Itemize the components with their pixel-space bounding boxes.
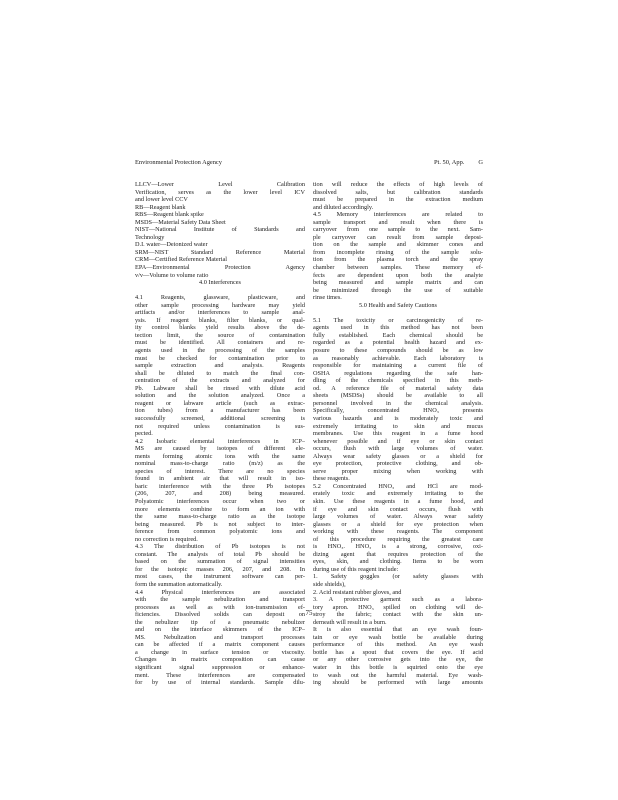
text-line: carryover from one sample to the next. Sam- (313, 226, 483, 234)
text-line: dling of the chemicals specified in this meth- (313, 377, 483, 385)
text-line: ference from common polyatomic ions and (135, 528, 305, 536)
header-part-label: Pt. 50, App. (434, 159, 465, 166)
text-line: can be affected if a matrix component causes (135, 641, 305, 649)
text-line: Always wear safety glasses or a shield for (313, 452, 483, 460)
text-line: and lower level CCV (135, 196, 188, 204)
text-line: EPA—Environmental Protection Agency (135, 264, 305, 272)
text-line: Specifically, concentrated HNO₃ presents (313, 407, 483, 415)
text-line: ple carryover can result from sample deposi- (313, 233, 483, 241)
text-line: regarded as a potential health hazard and ex- (313, 339, 483, 347)
text-line: tection limit, the source of contamination (135, 331, 305, 339)
text-line: erately toxic and extremely irritating to the (313, 490, 483, 498)
header-agency: Environmental Protection Agency (135, 159, 222, 166)
text-line: responsible for maintaining a current file of (313, 362, 483, 370)
text-line: significant signal suppression or enhance- (135, 664, 305, 671)
text-line: a change in surface tension or viscosity. (135, 648, 305, 656)
text-line: membranes. Use this reagent in a fume hood (313, 430, 483, 438)
text-line: during use of this reagent include: (313, 565, 399, 573)
text-line: ity control blanks yield results above the de- (135, 324, 305, 332)
text-line: centration of the extracts and analyzed for (135, 377, 305, 385)
text-line: the nebulizer tip of a pneumatic nebulizer (135, 618, 305, 626)
text-line: eyes, skin, and clothing. Items to be worn (313, 558, 483, 566)
text-line: large volumes of water. Always wear safety (313, 513, 483, 521)
text-line: Polyatomic interferences occur when two or (135, 497, 305, 505)
text-line: fects are dependent upon both the analyte (313, 271, 483, 279)
text-line: these reagents. (313, 475, 350, 483)
text-line: ments forming atomic ions with the same (135, 452, 305, 460)
text-line: form the summation automatically. (135, 580, 223, 588)
text-line: glasses or a shield for eye protection when (313, 520, 483, 528)
text-line: the same mass-to-charge ratio as the isotope (135, 513, 305, 521)
header-part (434, 159, 483, 166)
text-line: D.I. water—Deionized water (135, 241, 208, 249)
text-line: tion from the plasma torch and the spray (313, 256, 483, 264)
text-line: water in this bottle is squirted onto the eye (313, 664, 483, 671)
running-header (135, 159, 483, 166)
text-line: od. A reference file of material safety data (313, 384, 483, 392)
text-line: agents used in this method has not been (313, 324, 483, 332)
text-line: no correction is required. (135, 535, 198, 543)
page-number: 75 (305, 609, 313, 617)
text-line: MS. Nebulization and transport processes (135, 633, 305, 641)
text-line: more elements combine to form an ion with (135, 505, 305, 513)
text-line: rinse times. (313, 294, 342, 302)
text-line: must be checked for contamination prior to (135, 354, 305, 362)
section-heading: 5.0 Health and Safety Cautions (359, 301, 437, 309)
text-line: ysis. If reagent blanks, filter blanks, or qual- (135, 316, 305, 324)
text-line: LLCV—Lower Level Calibration (135, 181, 305, 188)
text-line: tion on the sample and skimmer cones and (313, 241, 483, 249)
text-line: constant. The analysis of total Pb should be (135, 550, 305, 558)
text-line: baric interference with the three Pb isotopes (135, 482, 305, 490)
text-line: Pb. Labware shall be rinsed with dilute acid (135, 384, 305, 392)
text-line: 5.2 Concentrated HNO₃ and HCl are mod- (313, 482, 483, 490)
text-line: It is also essential that an eye wash foun- (313, 626, 483, 634)
text-line: species of interest. There are no species (135, 467, 305, 475)
text-line: if eye and skin contact occurs, flush with (313, 505, 483, 513)
text-line: side shields), (313, 580, 346, 588)
section-heading: 4.0 Interferences (199, 279, 241, 287)
text-line: 4.2 Isobaric elemental interferences in ICP– (135, 437, 305, 445)
text-line: tain or eye wash bottle be available during (313, 633, 483, 641)
text-line: being measured. Pb is not subject to inter- (135, 520, 305, 528)
text-line: MSDS—Material Safety Data Sheet (135, 218, 226, 226)
text-line: Verification, serves as the lower level ICV (135, 188, 305, 196)
text-line: 5.1 The toxicity or carcinogenicity of re- (313, 316, 483, 324)
text-line: pected. (135, 430, 153, 438)
text-line: Changes in matrix composition can cause (135, 656, 305, 664)
text-line: 4.3 The distribution of Pb isotopes is not (135, 543, 305, 551)
text-line: various hazards and is moderately toxic and (313, 414, 483, 422)
header-appendix-letter: G (478, 159, 483, 166)
text-line: solution and the solution analyzed. Once a (135, 392, 305, 400)
text-line: skin. Use these reagents in a fume hood, and (313, 497, 483, 505)
text-line (313, 309, 483, 317)
text-line: must be identified. All containers and re- (135, 339, 305, 347)
text-line: v/v—Volume to volume ratio (135, 271, 209, 279)
text-line: 2. Acid resistant rubber gloves, and (313, 588, 402, 596)
text-line: bottle has a spout that covers the eye. If acid (313, 648, 483, 656)
text-line: working with these reagents. The component (313, 528, 483, 536)
text-line: 4.4 Physical interferences are associated (135, 588, 305, 596)
text-line (135, 287, 305, 295)
text-line: artifacts and/or interferences to sample anal- (135, 309, 305, 317)
text-line: NIST—National Institute of Standards and (135, 226, 305, 234)
text-line: ing should be performed with large amounts (313, 679, 483, 687)
text-line: processes as well as with ion-transmission ef- (135, 603, 305, 611)
text-line: not required unless contamination is sus- (135, 422, 305, 430)
text-line: must be prepared in the extraction medium (313, 196, 483, 204)
text-line: is HNO₃. HNO₃ is a strong, corrosive, oxi- (313, 543, 483, 551)
text-line: nominal mass-to-charge ratio (m/z) as the (135, 460, 305, 468)
text-line: tion will reduce the effects of high levels of (313, 181, 483, 188)
text-line: occurs, flush with large volumes of water. (313, 445, 483, 453)
text-line: SRM—NIST Standard Reference Material (135, 248, 305, 256)
text-line: MS are caused by isotopes of different ele- (135, 445, 305, 453)
text-line: and on the interface skimmers of the ICP– (135, 626, 305, 634)
text-line: tion tubes) from a manufacturer has been (135, 407, 305, 415)
text-line: based on the summation of signal intensities (135, 558, 305, 566)
text-line: serve proper mixing when working with (313, 467, 483, 475)
text-line: ment. These interferences are compensated (135, 671, 305, 679)
text-line: derneath will result in a burn. (313, 618, 387, 626)
text-line: RBS—Reagent blank spike (135, 211, 204, 219)
text-line: performance of this method. An eye wash (313, 641, 483, 649)
text-line: RB—Reagent blank (135, 203, 186, 211)
text-line: and diluted accordingly. (313, 203, 374, 211)
text-line: sample transport and result when there is (313, 218, 483, 226)
text-line: successfully screened, additional screening is (135, 414, 305, 422)
text-line: eye protection, protective clothing, and ob- (313, 460, 483, 468)
text-line: or any other corrosive gets into the eye, the (313, 656, 483, 664)
text-line: most cases, the instrument software can per- (135, 573, 305, 581)
text-line: for by use of internal standards. Sample dilu- (135, 679, 305, 687)
text-line: OSHA regulations regarding the safe han- (313, 369, 483, 377)
text-line: CRM—Certified Reference Material (135, 256, 227, 264)
text-line: other sample processing hardware may yield (135, 301, 305, 309)
text-line: Technology (135, 233, 165, 241)
text-line: dissolved salts, but calibration standards (313, 188, 483, 196)
text-line: being measured and sample matrix and can (313, 279, 483, 287)
text-line: sample extraction and analysis. Reagents (135, 362, 305, 370)
text-line: stroy the fabric; contact with the skin un- (313, 611, 483, 619)
text-line: shall be diluted to match the final con- (135, 369, 305, 377)
text-line: sheets (MSDSs) should be available to all (313, 392, 483, 400)
text-line: whenever possible and if eye or skin contact (313, 437, 483, 445)
text-line: ficiencies. Dissolved solids can deposit on (135, 611, 305, 619)
text-line: 1. Safety goggles (or safety glasses with (313, 573, 483, 581)
text-line: (206, 207, and 208) being measured. (135, 490, 305, 498)
text-line: agents used in the processing of the samples (135, 347, 305, 355)
text-line: with the sample nebulization and transport (135, 596, 305, 604)
text-line: posure to these compounds should be as low (313, 347, 483, 355)
text-line: reagent or labware article (such as extrac- (135, 399, 305, 407)
text-line: dizing agent that requires protection of the (313, 550, 483, 558)
text-line: 4.1 Reagents, glassware, plasticware, and (135, 294, 305, 302)
text-line: extremely irritating to skin and mucus (313, 422, 483, 430)
text-line: personnel involved in the chemical analysis. (313, 399, 483, 407)
text-line: of this procedure requiring the greatest care (313, 535, 483, 543)
text-line: to wash out the harmful material. Eye wash- (313, 671, 483, 679)
text-line: tory apron. HNO₃ spilled on clothing will de- (313, 603, 483, 611)
text-line: from incomplete rinsing of the sample solu- (313, 248, 483, 256)
text-line: as reasonably achievable. Each laboratory is (313, 354, 483, 362)
text-line: fully established. Each chemical should be (313, 331, 483, 339)
text-line: chamber between samples. These memory ef- (313, 264, 483, 272)
text-line: found in ambient air that will result in iso- (135, 475, 305, 483)
text-line: 4.5 Memory interferences are related to (313, 211, 483, 219)
text-line: be minimized through the use of suitable (313, 286, 483, 294)
text-line: for the isotopic masses 206, 207, and 208. In (135, 565, 305, 573)
text-line: 3. A protective garment such as a labora- (313, 596, 483, 604)
